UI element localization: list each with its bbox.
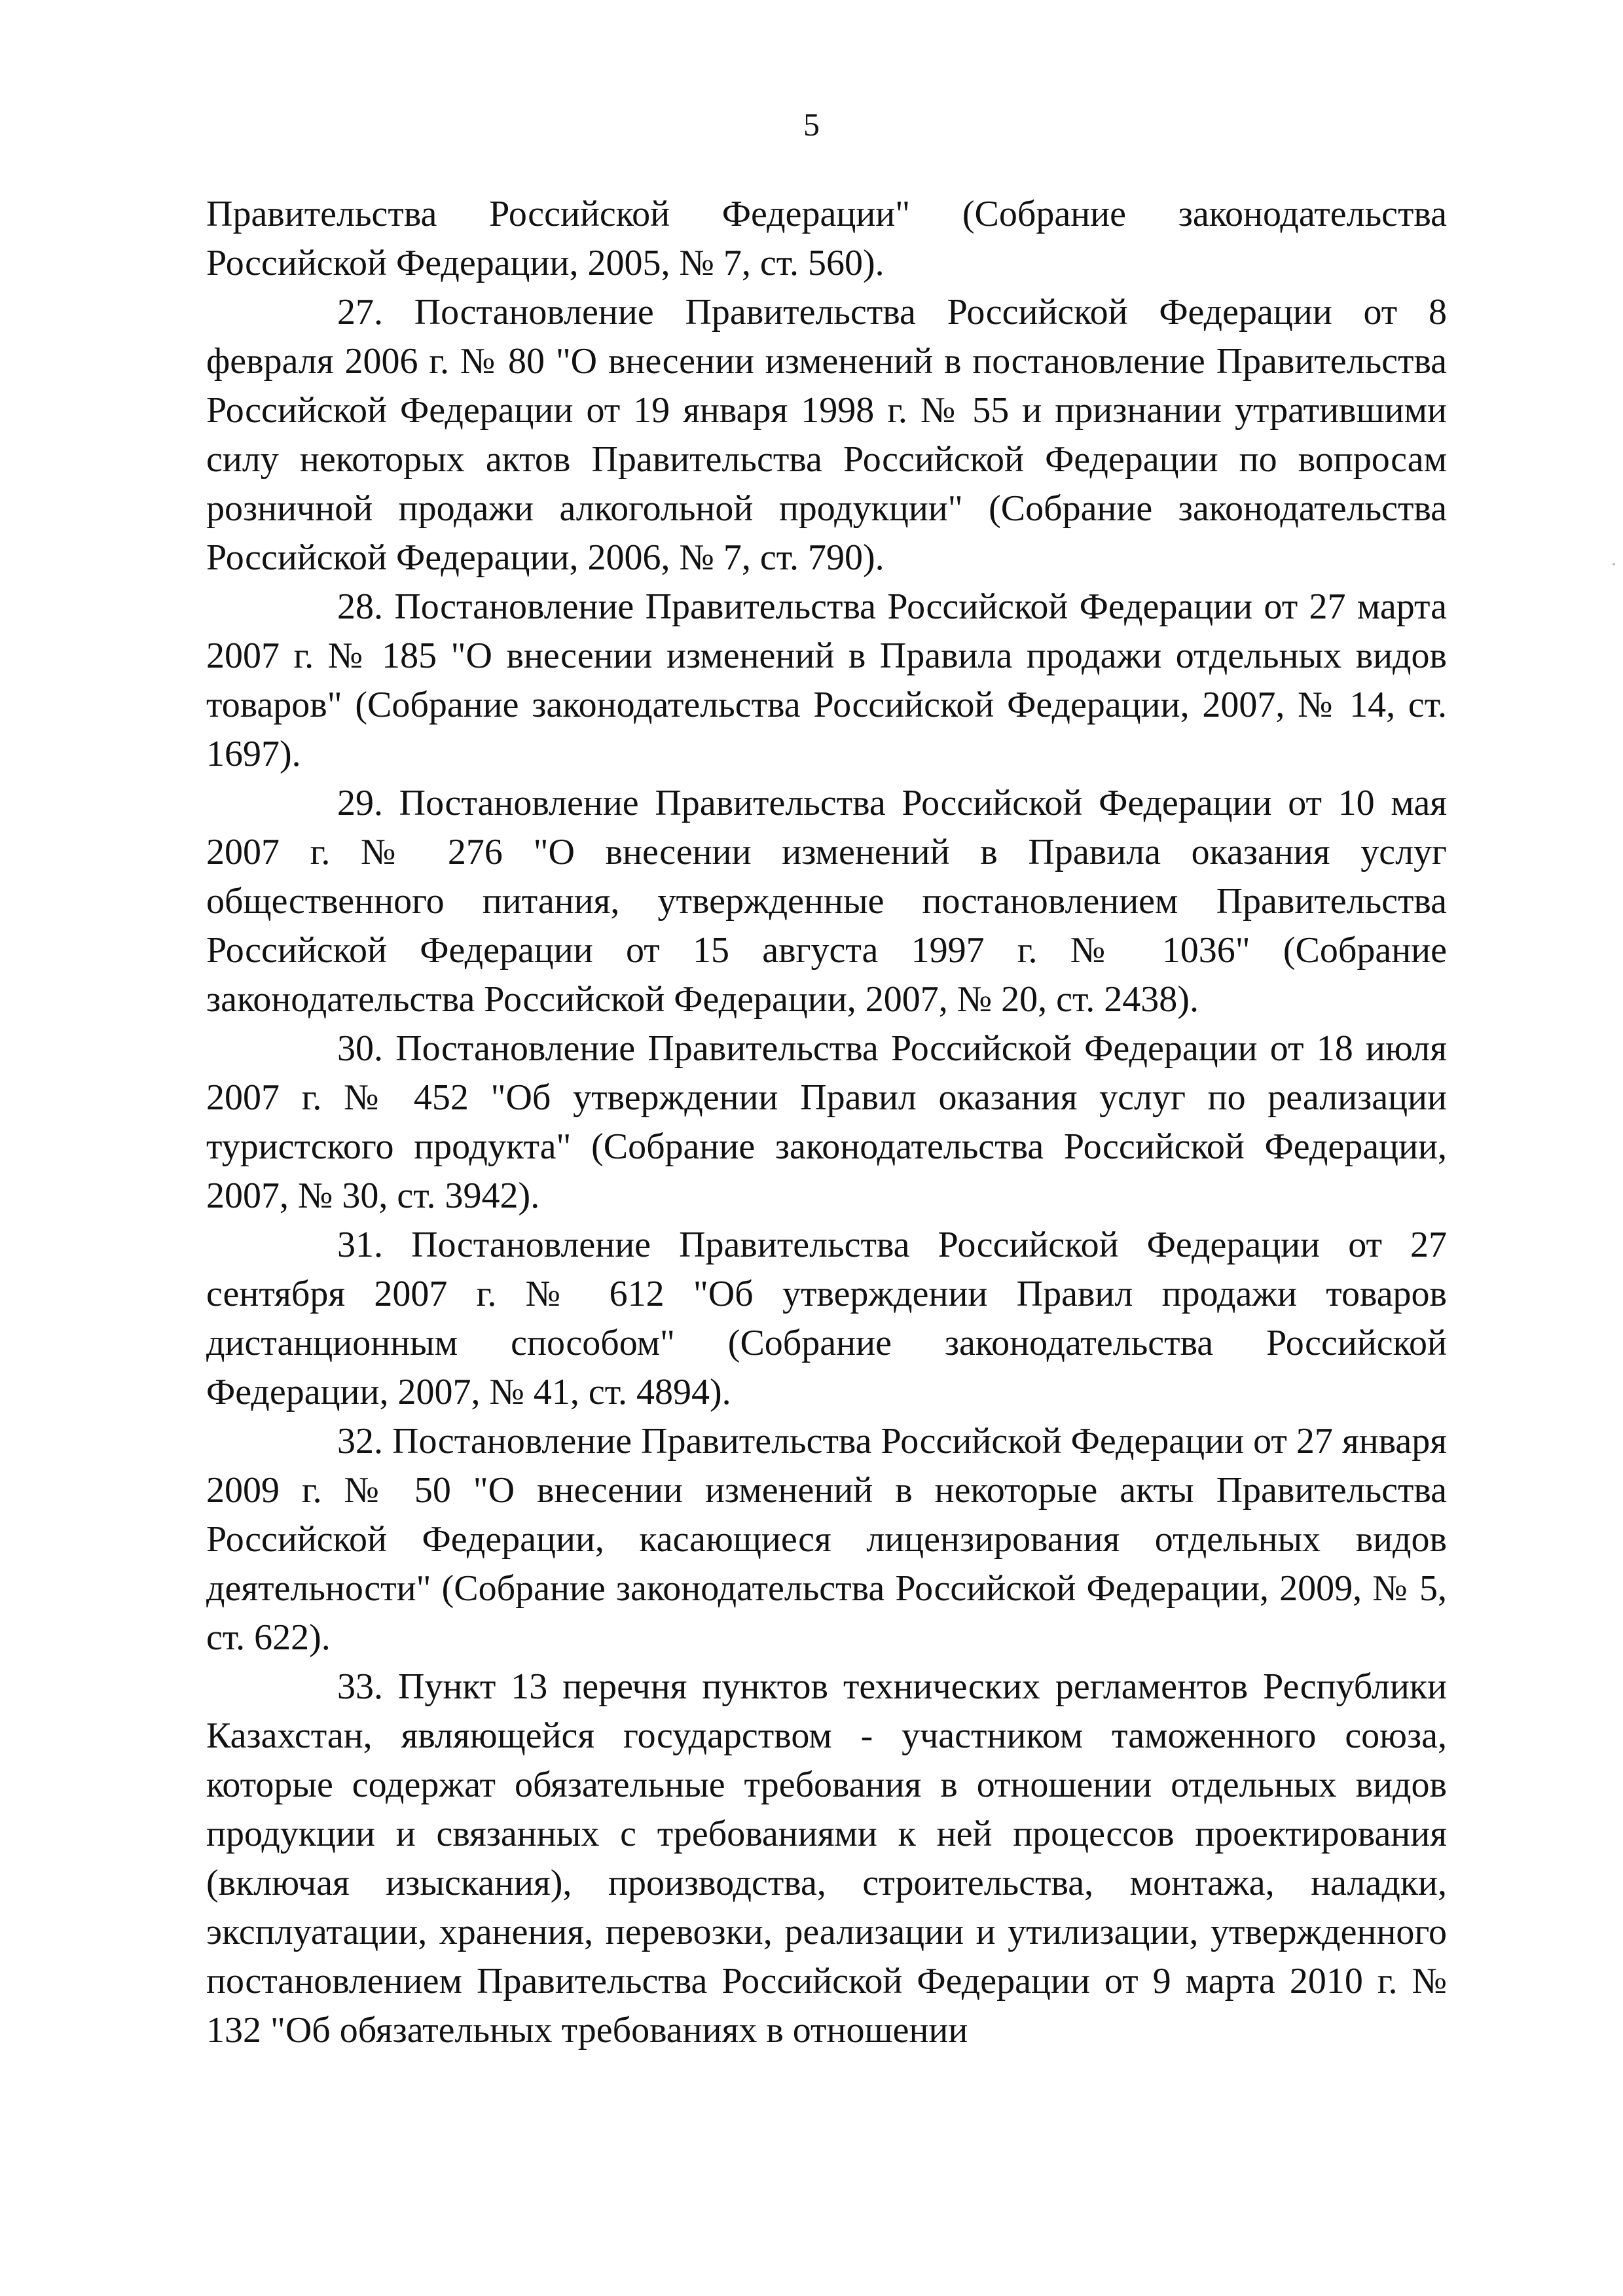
paragraph-item-29: 29. Постановление Правительства Российской Федерации от 10 мая 2007 г. № 276 "О внесении изменений в Правила оказания услуг общественного питания, утвержденные постановлением Правительства Российской Федерации от 15 августа 1997 г. № 1036" (Собрание законодательства Российской Федерации, 2007, № 20, ст. 2438).: [206, 783, 1447, 1020]
paragraph-item-33: 33. Пункт 13 перечня пунктов технических регламентов Республики Казахстан, являющейся государством - участником таможенного союза, которые содержат обязательные требования в отношении отдельных видов продукции и связанных с требованиями к ней процессов проектирования (включая изыскания), производства, строительства, монтажа, наладки, эксплуатации, хранения, перевозки, реализации и утилизации, утвержденного постановлением Правительства Российской Федерации от 9 марта 2010 г. № 132 "Об обязательных требованиях в отношении: [206, 1666, 1447, 2051]
paragraph-item-27: 27. Постановление Правительства Российской Федерации от 8 февраля 2006 г. № 80 "О внесении изменений в постановление Правительства Российской Федерации от 19 января 1998 г. № 55 и признании утратившими силу некоторых актов Правительства Российской Федерации по вопросам розничной продажи алкогольной продукции" (Собрание законодательства Российской Федерации, 2006, № 7, ст. 790).: [206, 292, 1447, 578]
scan-speck: [1613, 563, 1615, 565]
page-number: 5: [803, 106, 820, 143]
paragraph-item-26-continuation: Правительства Российской Федерации" (Собрание законодательства Российской Федерации, 2005, № 7, ст. 560).: [206, 194, 1447, 283]
paragraph-item-32: 32. Постановление Правительства Российской Федерации от 27 января 2009 г. № 50 "О внесении изменений в некоторые акты Правительства Российской Федерации, касающиеся лицензирования отдельных видов деятельности" (Собрание законодательства Российской Федерации, 2009, № 5, ст. 622).: [206, 1421, 1447, 1658]
paragraph-item-31: 31. Постановление Правительства Российской Федерации от 27 сентября 2007 г. № 612 "Об утверждении Правил продажи товаров дистанционным способом" (Собрание законодательства Российской Федерации, 2007, № 41, ст. 4894).: [206, 1225, 1447, 1412]
paragraph-item-30: 30. Постановление Правительства Российской Федерации от 18 июля 2007 г. № 452 "Об утверждении Правил оказания услуг по реализации туристского продукта" (Собрание законодательства Российской Федерации, 2007, № 30, ст. 3942).: [206, 1028, 1447, 1216]
paragraph-item-28: 28. Постановление Правительства Российской Федерации от 27 марта 2007 г. № 185 "О внесении изменений в Правила продажи отдельных видов товаров" (Собрание законодательства Российской Федерации, 2007, № 14, ст. 1697).: [206, 586, 1447, 774]
document-body: [206, 190, 1447, 2055]
